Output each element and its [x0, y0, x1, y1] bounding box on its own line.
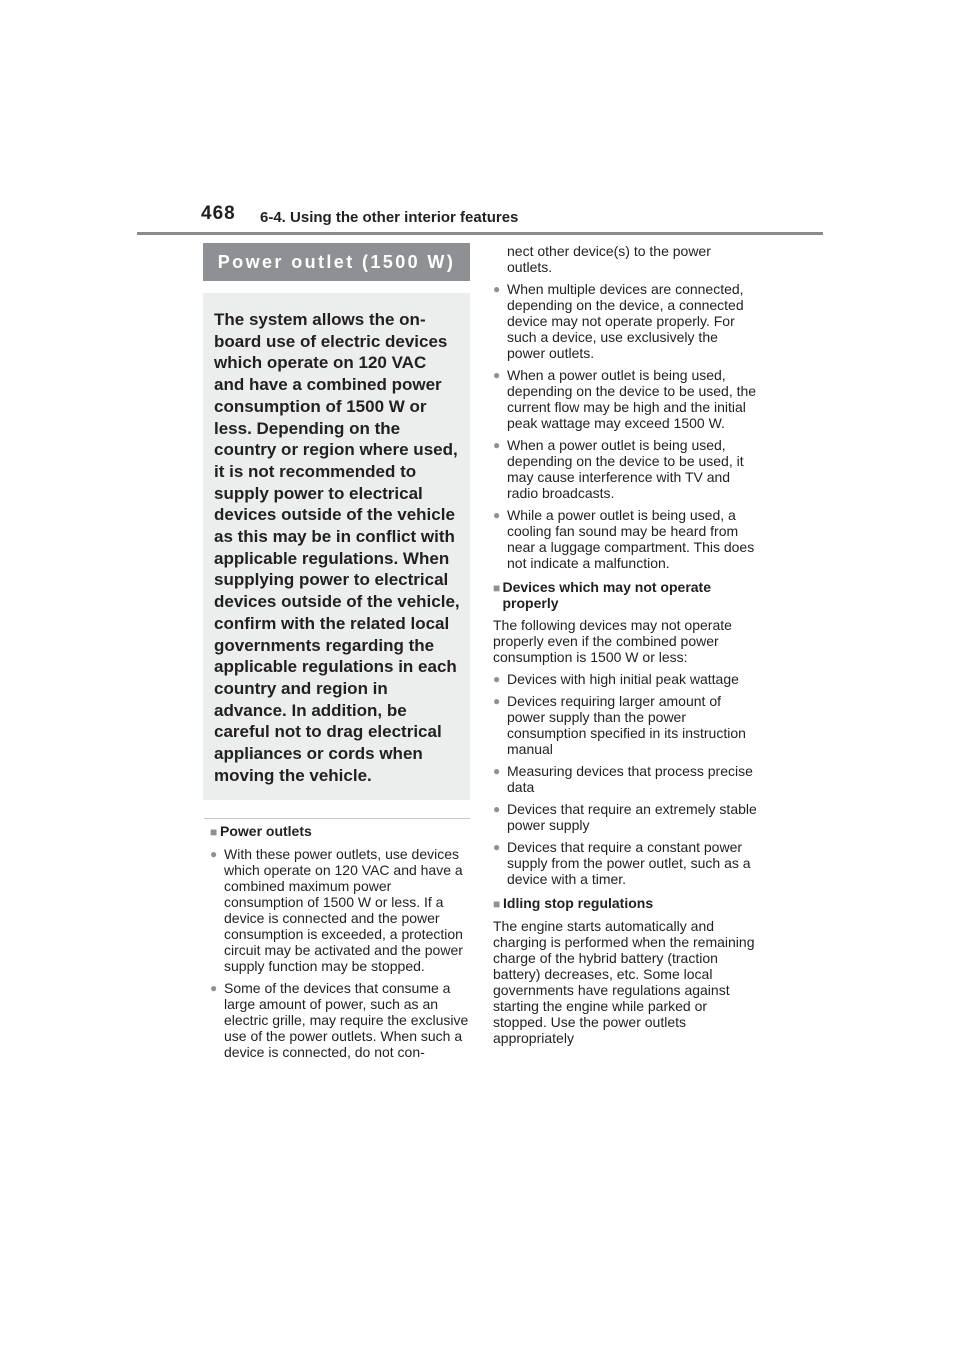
- circle-bullet-icon: ●: [493, 282, 501, 296]
- list-item: [493, 507, 757, 571]
- list-item: [210, 980, 470, 1060]
- circle-bullet-icon: ●: [493, 368, 501, 382]
- devices-heading: [493, 579, 757, 611]
- circle-bullet-icon: ●: [493, 802, 501, 816]
- list-item-text: Devices that require a constant power supply from the power outlet, such as a device with a timer.: [507, 839, 751, 887]
- list-item-text: Devices with high initial peak wattage: [507, 671, 739, 687]
- summary-divider: [204, 818, 470, 819]
- list-item-text: Devices requiring larger amount of power supply than the power consumption specified in its instruction manual: [507, 693, 746, 757]
- list-item: [493, 693, 757, 757]
- continued-text: nect other device(s) to the power outlets.: [507, 243, 711, 275]
- circle-bullet-icon: ●: [493, 694, 501, 708]
- list-item-text: When multiple devices are connected, depending on the device, a connected device may not operate properly. For such a device, use exclusively the power outlets.: [507, 281, 744, 361]
- square-bullet-icon: ■: [493, 581, 501, 595]
- circle-bullet-icon: ●: [210, 981, 218, 996]
- list-item: [493, 367, 757, 431]
- power-outlets-heading: [210, 823, 470, 840]
- circle-bullet-icon: ●: [493, 764, 501, 778]
- circle-bullet-icon: ●: [210, 847, 218, 862]
- heading-text: Power outlets: [220, 823, 312, 840]
- circle-bullet-icon: ●: [493, 672, 501, 686]
- list-item-text: Measuring devices that process precise data: [507, 763, 753, 795]
- list-item: [493, 801, 757, 833]
- heading-text: Devices which may not operate properly: [502, 579, 712, 611]
- circle-bullet-icon: ●: [493, 438, 501, 452]
- summary-box: The system allows the on-board use of electric devices which operate on 120 VAC and have a combined power consumption of 1500 W or less. Depending on the country or region where used, it is not recommended to supply power to electrical devices outside of the vehicle as this may be in conflict with applicable regulations. When supplying power to electrical devices outside of the vehicle, confirm with the related local governments regarding the applicable regulations in each country and region in advance. In addition, be careful not to drag electrical appliances or cords when moving the vehicle.: [203, 293, 470, 800]
- right-column: [493, 243, 757, 1046]
- list-item-text: Some of the devices that consume a large amount of power, such as an electric grille, may require the exclusive use of the power outlets. When such a device is connected, do not con-: [224, 980, 469, 1061]
- square-bullet-icon: ■: [210, 825, 218, 840]
- list-item: [493, 839, 757, 887]
- idling-text: The engine starts automatically and charging is performed when the remaining charge of the hybrid battery (traction battery) decreases, etc. Some local governments have regulations against starting the engine while parked or stopped. Use the power outlets appropriately: [493, 918, 755, 1046]
- list-item-text: With these power outlets, use devices which operate on 120 VAC and have a combined maximum power consumption of 1500 W or less. If a device is connected and the power consumption is exceeded, a protection circuit may be activated and the power supply function may be stopped.: [224, 846, 463, 975]
- list-item-text: When a power outlet is being used, depending on the device to be used, the current flow may be high and the initial peak wattage may exceed 1500 W.: [507, 367, 757, 431]
- section-title: 6-4. Using the other interior features: [260, 209, 519, 226]
- list-item-text: When a power outlet is being used, depending on the device to be used, it may cause interference with TV and radio broadcasts.: [507, 437, 744, 501]
- square-bullet-icon: ■: [493, 897, 501, 911]
- header-divider: [137, 232, 823, 235]
- list-item-text: Devices that require an extremely stable power supply: [507, 801, 757, 833]
- list-item: [210, 846, 470, 974]
- list-item: [493, 437, 757, 501]
- left-column: [203, 243, 470, 1060]
- topic-title: Power outlet (1500 W): [203, 243, 470, 281]
- list-item-text: While a power outlet is being used, a cooling fan sound may be heard from near a luggage compartment. This does not indicate a malfunction.: [507, 507, 755, 571]
- list-item: [493, 671, 757, 687]
- circle-bullet-icon: ●: [493, 840, 501, 854]
- heading-text: Idling stop regulations: [503, 895, 654, 911]
- page-number: 468: [201, 203, 236, 224]
- list-item: [493, 763, 757, 795]
- idling-heading: [493, 895, 757, 912]
- list-item: [493, 281, 757, 361]
- circle-bullet-icon: ●: [493, 508, 501, 522]
- devices-intro: The following devices may not operate properly even if the combined power consumption is 1500 W or less:: [493, 617, 732, 665]
